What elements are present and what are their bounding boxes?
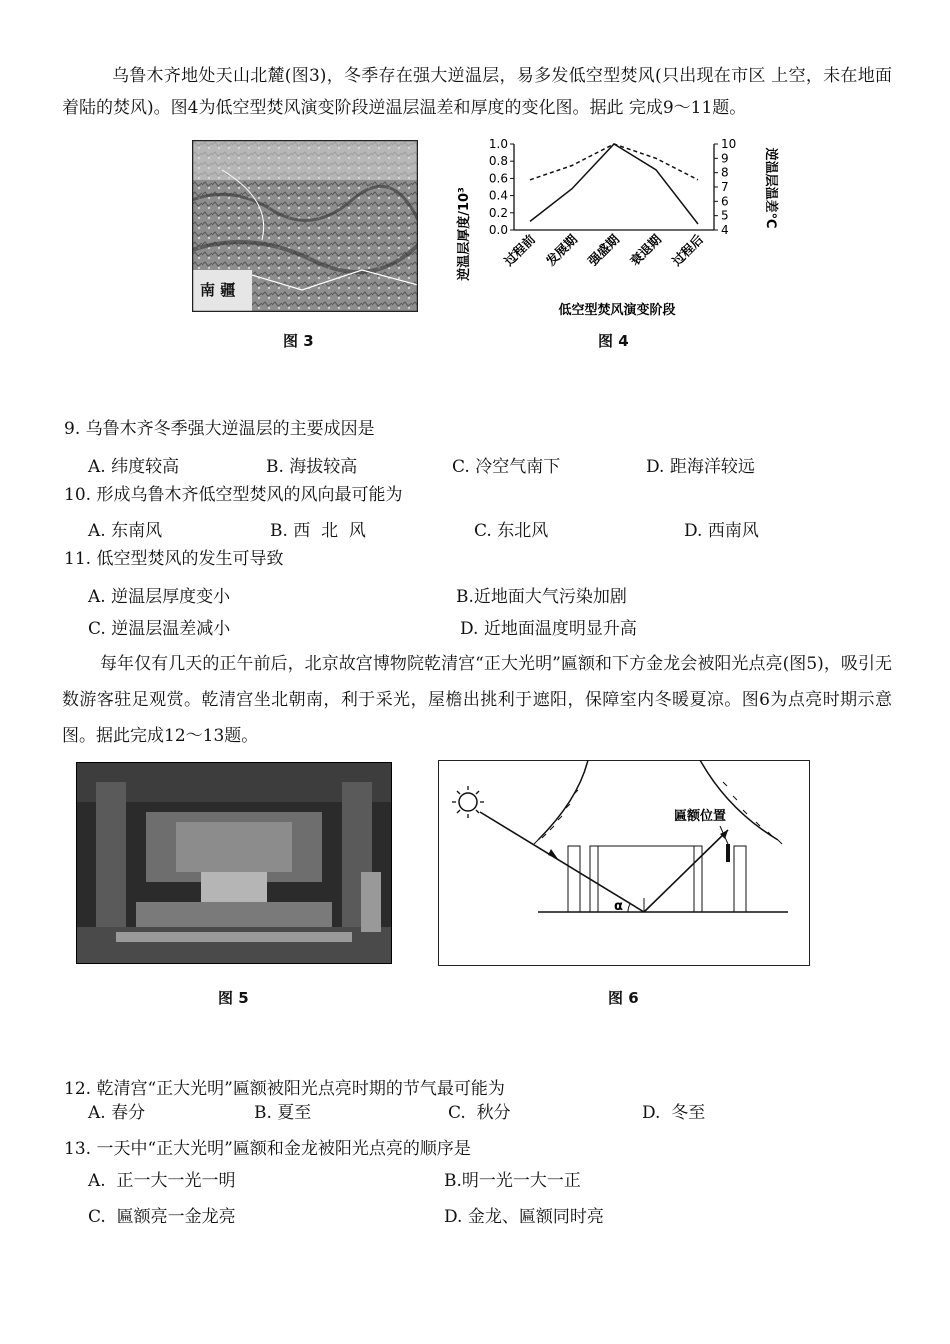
y-right-tick-label: 5 [721, 208, 729, 223]
plaque-position-label: 匾额位置 [674, 809, 727, 824]
question-12-option-b[interactable]: B. 夏至 [254, 1103, 312, 1123]
question-10-option-b[interactable]: B. 西 北 风 [270, 521, 366, 541]
x-tick-label: 强盛期 [584, 231, 623, 269]
x-axis-label: 低空型焚风演变阶段 [558, 303, 676, 318]
x-tick-label: 过程前 [500, 231, 539, 269]
question-10-option-d[interactable]: D. 西南风 [684, 521, 759, 541]
map-label-south-xinjiang: 南 疆 [200, 281, 236, 299]
figure-6-caption: 图 6 [608, 989, 639, 1007]
y-left-tick-label: 0.0 [488, 223, 508, 237]
question-10-option-a[interactable]: A. 东南风 [88, 521, 163, 541]
question-11-stem: 11. 低空型焚风的发生可导致 [64, 549, 284, 569]
question-9-option-b[interactable]: B. 海拔较高 [266, 457, 358, 477]
question-11-option-d[interactable]: D. 近地面温度明显升高 [460, 619, 637, 639]
series-line-temperature-diff [530, 144, 698, 180]
y-right-tick-label: 7 [721, 180, 729, 194]
figure-5-photo [76, 762, 392, 964]
figure-5-caption: 图 5 [218, 989, 249, 1007]
question-11-option-c[interactable]: C. 逆温层温差减小 [88, 619, 231, 639]
question-11-option-a[interactable]: A. 逆温层厚度变小 [88, 587, 231, 607]
y-left-tick-label: 0.6 [488, 171, 508, 186]
y-right-tick-label: 4 [721, 223, 729, 237]
question-10-stem: 10. 形成乌鲁木齐低空型焚风的风向最可能为 [64, 485, 403, 505]
angle-alpha-label: α [614, 899, 623, 914]
y-axis-left-label: 逆温层厚度/10³ [457, 187, 472, 281]
figure-4-chart [452, 138, 782, 320]
question-9-option-a[interactable]: A. 纬度较高 [88, 457, 180, 477]
y-right-tick-label: 10 [721, 138, 737, 151]
question-13-option-c[interactable]: C. 匾额亮一金龙亮 [88, 1207, 236, 1227]
question-12-option-a[interactable]: A. 春分 [88, 1103, 146, 1123]
y-left-tick-label: 0.8 [488, 154, 508, 169]
question-13-stem: 13. 一天中“正大光明”匾额和金龙被阳光点亮的顺序是 [64, 1139, 471, 1159]
y-right-tick-label: 8 [721, 165, 729, 180]
x-tick-label: 发展期 [542, 231, 581, 269]
question-9-stem: 9. 乌鲁木齐冬季强大逆温层的主要成因是 [64, 419, 375, 439]
figure-4-caption: 图 4 [598, 332, 629, 350]
question-9-option-c[interactable]: C. 冷空气南下 [452, 457, 561, 477]
question-11-option-b[interactable]: B.近地面大气污染加剧 [456, 587, 627, 607]
intro-paragraph-2: 每年仅有几天的正午前后，北京故宫博物院乾清宫“正大光明”匾额和下方金龙会被阳光点亮(图5)，吸引无数游客驻足观赏。乾清宫坐北朝南，利于采光，屋檐出挑利于遮阳，保障室内冬暖夏凉。图6为点亮时期示意图。据此完成12～13题。 [62, 654, 892, 746]
y-left-tick-label: 0.4 [488, 188, 508, 203]
x-tick-label: 衰退期 [626, 231, 665, 269]
figure-3-caption: 图 3 [283, 332, 314, 350]
question-9-option-d[interactable]: D. 距海洋较远 [646, 457, 755, 477]
figure-6-diagram [438, 760, 810, 966]
y-left-tick-label: 1.0 [488, 138, 508, 151]
question-12-option-d[interactable]: D. 冬至 [642, 1103, 706, 1123]
figure-3-map [192, 140, 418, 312]
y-axis-right-label: 逆温层温差℃ [763, 147, 778, 229]
question-13-option-d[interactable]: D. 金龙、匾额同时亮 [444, 1207, 604, 1227]
chart-svg [452, 138, 782, 320]
y-right-tick-label: 9 [721, 151, 729, 166]
question-10-option-c[interactable]: C. 东北风 [474, 521, 549, 541]
intro-paragraph-1: 乌鲁木齐地处天山北麓(图3)，冬季存在强大逆温层，易多发低空型焚风(只出现在市区 上空，未在地面着陆的焚风)。图4为低空型焚风演变阶段逆温层温差和厚度的变化图。据此 完成9～11题。 [62, 66, 892, 118]
question-12-option-c[interactable]: C. 秋分 [448, 1103, 511, 1123]
y-right-tick-label: 6 [721, 194, 729, 209]
y-left-tick-label: 0.2 [488, 205, 508, 220]
series-line-thickness [530, 144, 698, 224]
question-12-stem: 12. 乾清宫“正大光明”匾额被阳光点亮时期的节气最可能为 [64, 1079, 505, 1099]
question-13-option-b[interactable]: B.明一光一大一正 [444, 1171, 581, 1191]
question-13-option-a[interactable]: A. 正一大一光一明 [88, 1171, 236, 1191]
x-tick-label: 过程后 [668, 231, 707, 269]
